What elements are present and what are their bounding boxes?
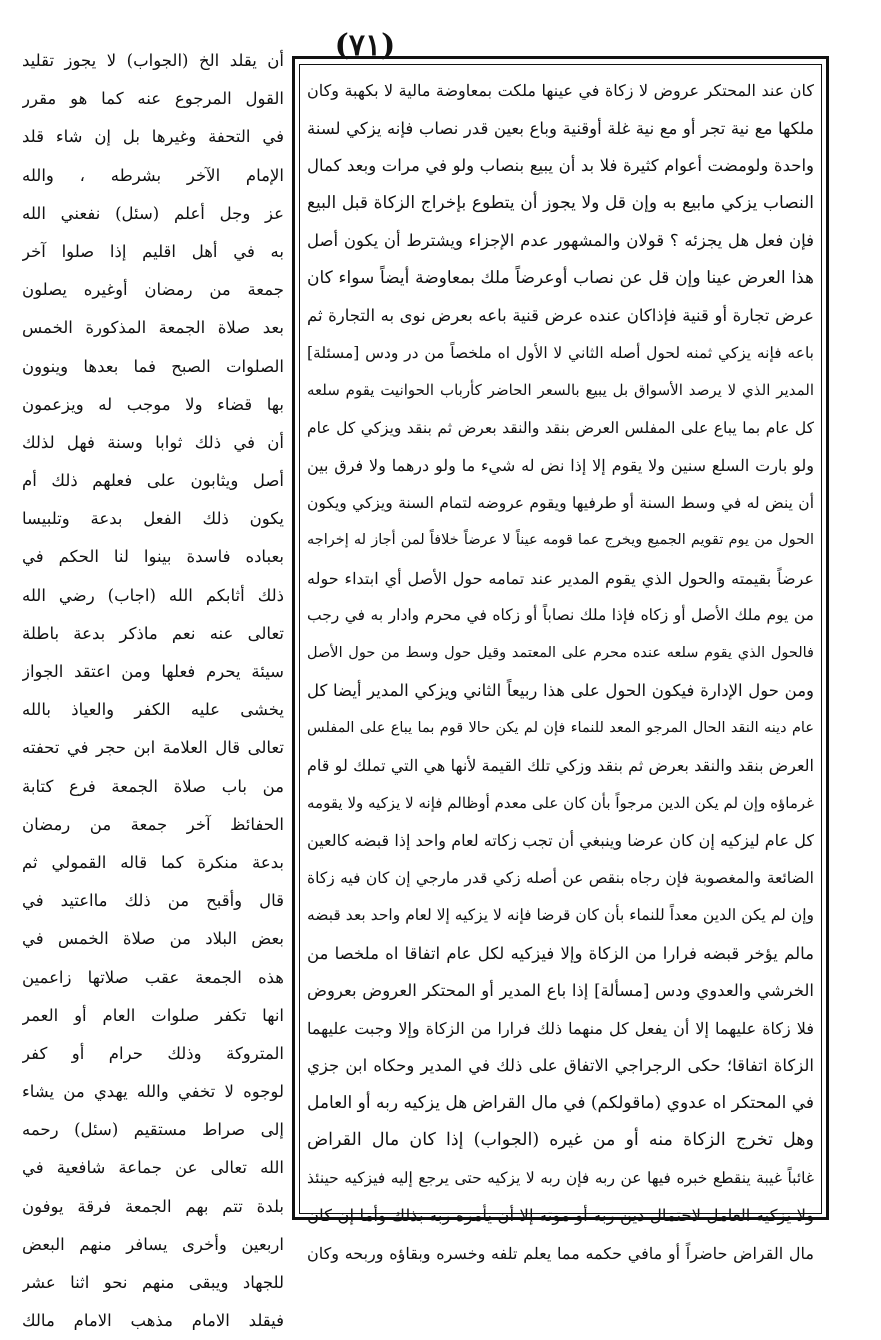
main-text-line: ملكها مع نية تجر أو مع نية غلة أوقنية وباع بعين قدر نصاب فإنه يزكي لسنة [307, 118, 814, 138]
main-text-line: من يوم ملك الأصل أو زكاه فإذا ملك نصاباً أو زكاه في محرم وادار به في رجب [307, 606, 814, 624]
margin-text-line: أن يقلد الخ (الجواب) لا يجوز تقليد [22, 51, 284, 70]
margin-text-line: الله تعالى عن جماعة شافعية في [22, 1158, 284, 1178]
main-text-line: هذا العرض عينا وإن قل عن نصاب أوعرضاً ملك بمعاوضة أيضاً سواء كان [307, 267, 814, 288]
margin-text-line: بها قضاء ولا موجب له ويزعمون [22, 394, 284, 414]
main-text-line: فلا زكاة عليهما إلا أن يفعل كل منهما ذلك فرارا من الزكاة وإلا وجبت عليهما [307, 1018, 814, 1038]
main-text-line: الضائعة والمغصوبة فإن رجاه بنقص عن أصله زكي قدر مارجي إن كان فيه زكاة [307, 868, 814, 887]
margin-text-line: بعض البلاد من صلاة الخمس في [22, 929, 284, 949]
margin-text-line: المتروكة وذلك حرام أو كفر [22, 1043, 284, 1063]
margin-text-line: جمعة من رمضان أوغيره يصلون [22, 280, 284, 300]
margin-text-line: قال وأقبح من ذلك مااعتيد في [22, 891, 284, 911]
main-text-line: واحدة ولومضت أعوام كثيرة فلا بد أن يبيع بنصاب ولو في مرات وبعد كمال [307, 156, 814, 175]
main-text-line: مال القراض حاضراً أو مافي حكمه مما يعلم تلفه وخسره وبقاؤه وربحه وكان [307, 1243, 814, 1263]
main-text-line: العرض بنقد والنقد بعرض ثم بنقد وزكي تلك القيمة لأنها هي التي تملك لو قام [307, 756, 814, 775]
margin-text-line: به في أهل اقليم إذا صلوا آخر [22, 241, 284, 261]
main-text-line: غائباً غيبة ينقطع خبره فيها عن ربه فإن ربه لا يزكيه حتى يرجع إليه فيزكيه حينئذ [307, 1168, 814, 1187]
margin-text-line: بعد صلاة الجمعة المذكورة الخمس [22, 318, 284, 338]
main-text-line: غرماؤه وإن لم يكن الدين مرجواً بأن كان على معدم أوظالم فإنه لا يزكيه ولا يقومه [307, 793, 814, 812]
main-text-line: عام دينه النقد الحال المرجو المعد للنماء فإن لم يكن حالا قوم بما يباع على المفلس [307, 719, 814, 736]
main-text-line: مالم يؤخر قبضه فرارا من الزكاة وإلا فيزكيه لكل عام اتفاقا اه ملخصا من [307, 943, 814, 963]
margin-text-line: تعالى قال العلامة ابن حجر في تحفته [22, 738, 284, 758]
page-number: (٧١) [334, 28, 396, 63]
margin-text-line: بدعة منكرة كما قاله القمولي ثم [22, 852, 284, 872]
main-text-line: الحول من يوم تقويم الجميع ويخرج عما قومه عيناً لا عرضاً خلافاً لمن أجاز له إخراجه [307, 532, 814, 548]
main-text-line: كل عام ليزكيه إن كان عرضا وينبغي أن تجب زكاته لعام واحد إذا قبضه كالعين [307, 831, 814, 850]
margin-text-line: يكون ذلك الفعل بدعة وتلبيسا [22, 509, 284, 529]
main-text-line: كان عند المحتكر عروض لا زكاة في عينها ملكت بمعاوضة مالية لا بكهبة وكان [307, 81, 814, 100]
margin-text-line: القول المرجوع عنه كما هو مقرر [22, 89, 284, 109]
main-text-line: كل عام بما يباع على المفلس العرض بنقد والنقد بعرض ثم بنقد ويزكي كل عام [307, 418, 814, 437]
main-text-line: النصاب يزكي مابيع به وإن قل ولا يجوز أن يتطوع بإخراج الزكاة قبل البيع [307, 192, 814, 213]
margin-text-line: اربعين وأخرى يسافر منهم البعض [22, 1234, 284, 1254]
main-text-line: باعه فإنه يزكي ثمنه لحول أصله الثاني لا الأول اه ملخصاً من در ودس [مسئلة] [307, 343, 814, 362]
main-text-column [307, 72, 814, 1272]
margin-text-line: إلى صراط مستقيم (سئل) رحمه [22, 1120, 284, 1140]
margin-text-line: من باب صلاة الجمعة فرع كتابة [22, 776, 284, 796]
main-text-line: فالحول الذي يقوم سلعه عنده محرم على المعتمد وقيل حول وسط من حول الأصل [307, 644, 814, 661]
margin-text-line: بعباده فاسدة بينوا لنا الحكم في [22, 547, 284, 567]
margin-text-line: لوجوه لا تخفي والله يهدي من يشاء [22, 1082, 284, 1102]
main-text-line: أن ينض له في وسط السنة أو طرفيها ويقوم عروضه لتمام السنة ويزكي ويكون [307, 493, 814, 512]
margin-text-line: ذلك أثابكم الله (اجاب) رضي الله [22, 585, 284, 605]
margin-text-line: أن في ذلك ثوابا وسنة فهل لذلك [22, 432, 284, 452]
main-text-line: وإن لم يكن الدين معداً للنماء بأن كان قرضا فإنه لا يزكيه إلا لعام واحد بعد قبضه [307, 906, 814, 924]
margin-text-line: انها تكفر صلوات العام أو العمر [22, 1005, 284, 1025]
margin-text-line: يخشى عليه الكفر والعياذ بالله [22, 700, 284, 720]
margin-text-line: الحفائظ آخر جمعة من رمضان [22, 814, 284, 834]
margin-text-line: الصلوات الصبح فما بعدها وينوون [22, 356, 284, 376]
main-text-line: في المحتكر اه عدوي (ماقولكم) في مال القراض هل يزكيه ربه أو العامل [307, 1092, 814, 1113]
main-text-line: عرض تجارة أو قنية فإذاكان عنده عرض قنية باعه بعرض نوى به التجارة ثم [307, 306, 814, 325]
margin-text-line: بلدة تتم بهم الجمعة فرقة يوفون [22, 1196, 284, 1216]
margin-text-line: الإمام الآخر بشرطه ، والله [22, 165, 284, 185]
main-text-line: الخرشي والعدوي ودس [مسألة] إذا باع المدير أو المحتكر العروض بعروض [307, 981, 814, 1000]
main-text-line: ومن حول الإدارة فيكون الحول على هذا ربيعاً الثاني ويزكي المدير أيضا كل [307, 681, 814, 700]
margin-text-line: سيئة يحرم فعلها ومن اعتقد الجواز [22, 662, 284, 681]
margin-text-column [22, 42, 284, 1340]
main-text-line: ولو بارت السلع سنين ولا يقوم إلا إذا نض له شيء ما ولو درهما ولا فرق بين [307, 456, 814, 475]
margin-text-line: في التحفة وغيرها بل إن شاء قلد [22, 127, 284, 147]
margin-text-line: عز وجل أعلم (سئل) نفعني الله [22, 203, 284, 223]
margin-text-line: للجهاد ويبقى منهم نحو اثنا عشر [22, 1273, 284, 1292]
main-text-line: الزكاة اتفاقا؛ حكى الرجراجي الاتفاق على ذلك في المدير وحكاه ابن جزي [307, 1056, 814, 1075]
main-text-line: المدير الذي لا يرصد الأسواق بل يبيع بالسعر الحاضر كأرباب الحوانيت يقوم سلعه [307, 381, 814, 399]
main-text-line: ولا يزكيه العامل لاحتمال دين ربه أو موته إلا أن يأمره ربه بذلك وأما إن كان [307, 1206, 814, 1225]
margin-text-line: فيقلد الامام مذهب الامام مالك [22, 1311, 284, 1331]
main-text-line: فإن فعل هل يجزئه ؟ قولان والمشهور عدم الإجزاء ويشترط أن يكون أصل [307, 231, 814, 250]
main-text-line: عرضاً بقيمته والحول الذي يقوم المدير عند تمامه حول الأصل أي ابتداء حوله [307, 568, 814, 588]
margin-text-line: أصل ويثابون على فعلهم ذلك أم [22, 471, 284, 491]
main-text-line: وهل تخرج الزكاة منه أو من غيره (الجواب) إذا كان مال القراض [307, 1130, 814, 1150]
margin-text-line: هذه الجمعة عقب صلاتها زاعمين [22, 967, 284, 987]
margin-text-line: تعالى عنه نعم ماذكر بدعة باطلة [22, 623, 284, 643]
